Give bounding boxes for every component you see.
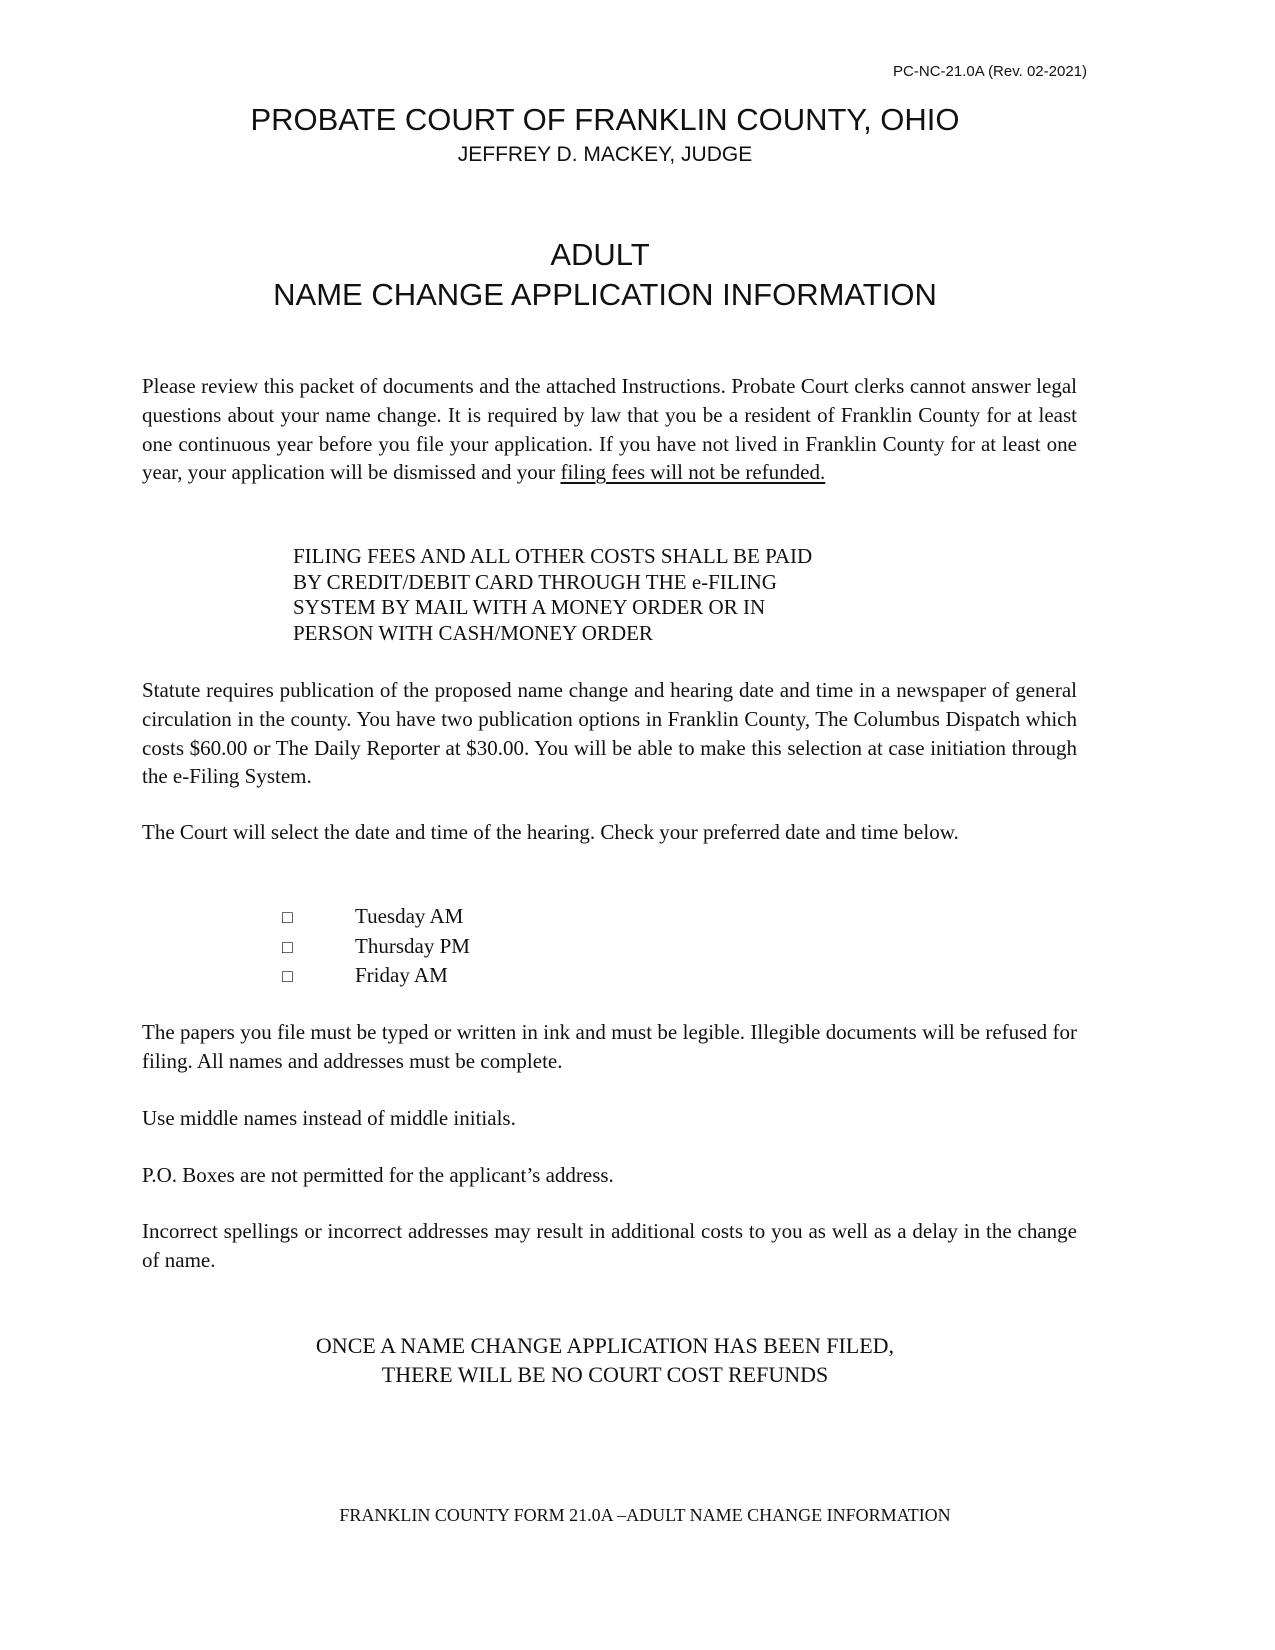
no-refund-line: THERE WILL BE NO COURT COST REFUNDS	[381, 1362, 829, 1387]
title-line-2: NAME CHANGE APPLICATION INFORMATION	[273, 277, 937, 312]
form-number: PC-NC-21.0A (Rev. 02-2021)	[893, 63, 1087, 80]
legibility-rule: The papers you file must be typed or written in ink and must be legible. Illegible documents will be refused for filing. All names and addresses must be complete.	[142, 1020, 1077, 1073]
middle-name-rule: Use middle names instead of middle initials.	[142, 1106, 516, 1130]
checkbox-tuesday-am[interactable]: □	[282, 907, 293, 927]
po-box-rule: P.O. Boxes are not permitted for the applicant’s address.	[142, 1163, 614, 1187]
no-refund-notice	[0, 1331, 1210, 1389]
option-label-tuesday-am: Tuesday AM	[355, 904, 464, 928]
fees-line: FILING FEES AND ALL OTHER COSTS SHALL BE PAID	[293, 544, 813, 568]
fees-line: SYSTEM BY MAIL WITH A MONEY ORDER OR IN	[293, 595, 766, 619]
option-label-friday-am: Friday AM	[355, 963, 448, 987]
publication-paragraph: Statute requires publication of the proposed name change and hearing date and time in a newspaper of general circulation in the county. You have two publication options in Franklin County, The Columbus Dispatch which costs $60.00 or The Daily Reporter at $30.00. You will be able to make this selection at case initiation through the e-Filing System.	[142, 678, 1077, 789]
no-refund-line: ONCE A NAME CHANGE APPLICATION HAS BEEN FILED,	[315, 1333, 895, 1358]
intro-paragraph	[142, 372, 1077, 487]
spelling-rule: Incorrect spellings or incorrect addresses may result in additional costs to you as well as a delay in the change of name.	[142, 1219, 1077, 1272]
no-refund-underlined: filing fees will not be refunded.	[560, 460, 826, 485]
option-label-thursday-pm: Thursday PM	[355, 934, 470, 958]
court-name: PROBATE COURT OF FRANKLIN COUNTY, OHIO	[250, 102, 960, 137]
fees-notice	[293, 544, 812, 646]
fees-line: BY CREDIT/DEBIT CARD THROUGH THE e-FILING	[293, 569, 777, 594]
intro-text: Please review this packet of documents and the attached Instructions. Probate Court clerks cannot answer legal questions about your name change. It is required by law that you be a resident of Franklin County for at least one continuous year before you file your application. If you have not lived in Franklin County for at least one year, your application will be dismissed and your	[142, 374, 1077, 485]
checkbox-thursday-pm[interactable]: □	[282, 937, 293, 957]
fees-line: PERSON WITH CASH/MONEY ORDER	[293, 620, 653, 645]
judge-name: JEFFREY D. MACKEY, JUDGE	[457, 143, 753, 166]
checkbox-friday-am[interactable]: □	[282, 966, 293, 986]
hearing-paragraph: The Court will select the date and time of the hearing. Check your preferred date and time below.	[142, 820, 959, 844]
page-footer: FRANKLIN COUNTY FORM 21.0A –ADULT NAME CHANGE INFORMATION	[339, 1505, 951, 1525]
title-line-1: ADULT	[550, 237, 650, 272]
